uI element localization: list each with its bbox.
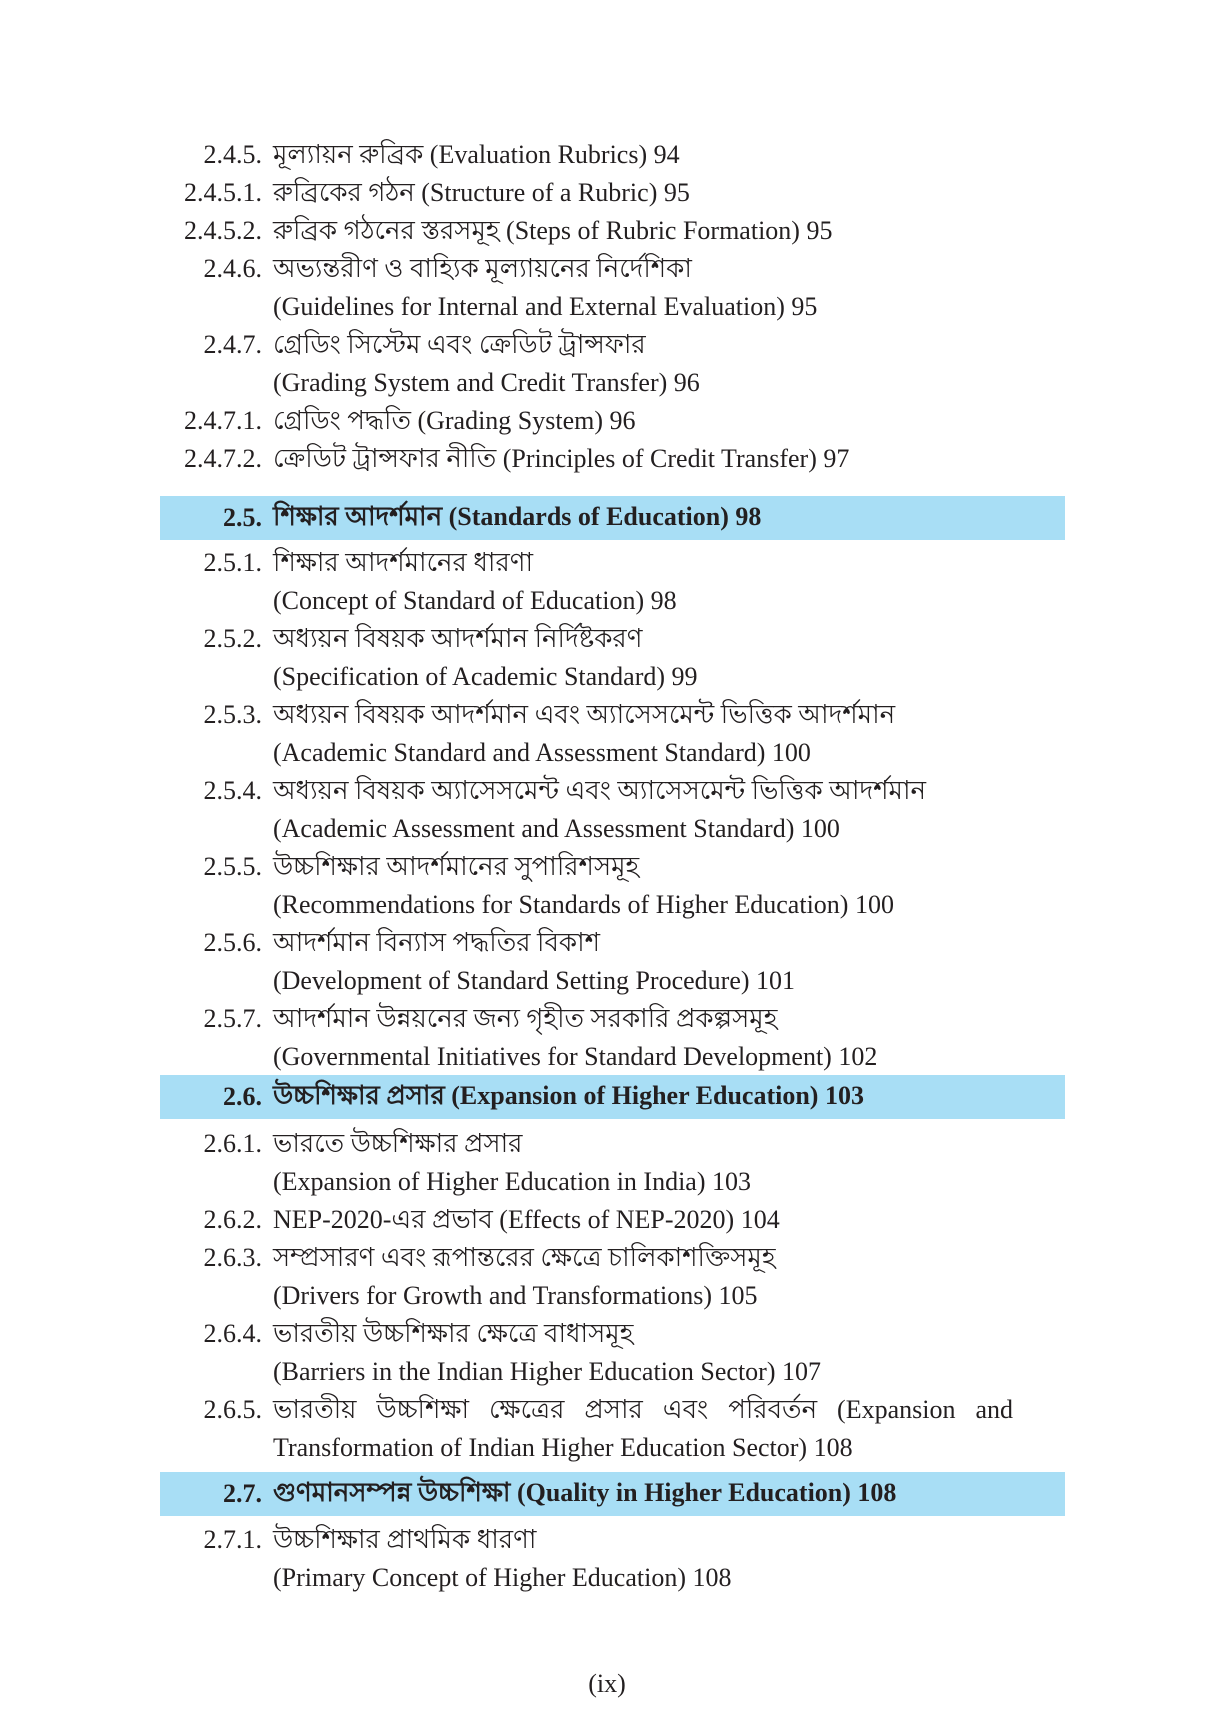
entry-number: 2.5.4. <box>203 776 262 805</box>
entry-line: অধ্যয়ন বিষয়ক আদর্শমান নির্দিষ্টকরণ <box>273 624 643 653</box>
entry-line: (Barriers in the Indian Higher Education Sector) 107 <box>273 1357 821 1386</box>
entry-number: 2.5.7. <box>203 1004 262 1033</box>
entry-text <box>273 1125 1065 1201</box>
toc-entry <box>160 924 1065 1000</box>
toc-entry <box>160 1000 1065 1076</box>
toc-entry <box>160 1521 1065 1597</box>
toc-entry <box>160 1125 1065 1201</box>
entry-line: উচ্চশিক্ষার প্রাথমিক ধারণা <box>273 1525 537 1554</box>
entry-text <box>273 440 1065 478</box>
entry-line: (Guidelines for Internal and External Evaluation) 95 <box>273 292 818 321</box>
entry-text <box>273 1391 1065 1467</box>
section-title: শিক্ষার আদর্শমান (Standards of Education) 98 <box>273 502 762 531</box>
toc-section-2-5 <box>160 496 1065 540</box>
section-number: 2.6. <box>223 1082 262 1111</box>
entry-line: আদর্শমান বিন্যাস পদ্ধতির বিকাশ <box>273 928 601 957</box>
entry-text <box>273 250 1065 326</box>
entry-number: 2.5.5. <box>203 852 262 881</box>
entry-number: 2.6.1. <box>203 1129 262 1158</box>
entry-line: আদর্শমান উন্নয়নের জন্য গৃহীত সরকারি প্রকল্পসমূহ <box>273 1004 778 1033</box>
page-number: (ix) <box>588 1669 626 1698</box>
toc-entry <box>160 696 1065 772</box>
entry-number: 2.4.7.2. <box>184 444 262 473</box>
entry-text <box>273 212 1065 250</box>
entry-number: 2.6.2. <box>203 1205 262 1234</box>
toc-section-2-7 <box>160 1472 1065 1516</box>
toc-section-2-6 <box>160 1075 1065 1119</box>
entry-text <box>273 136 1065 174</box>
toc-entry <box>160 1315 1065 1391</box>
toc-entry <box>160 326 1065 402</box>
section-number: 2.7. <box>223 1479 262 1508</box>
entry-number: 2.4.5.1. <box>184 178 262 207</box>
entry-line: সম্প্রসারণ এবং রূপান্তরের ক্ষেত্রে চালিকাশক্তিসমূহ <box>273 1243 776 1272</box>
toc-entry <box>160 212 1065 250</box>
entry-number: 2.4.5. <box>203 140 262 169</box>
entry-number: 2.5.6. <box>203 928 262 957</box>
entry-line: ভারতীয় উচ্চশিক্ষা ক্ষেত্রের প্রসার এবং পরিবর্তন (Expansion and <box>273 1395 1013 1424</box>
entry-line: ক্রেডিট ট্রান্সফার নীতি (Principles of Credit Transfer) 97 <box>273 444 850 473</box>
toc-entry <box>160 174 1065 212</box>
entry-line: (Expansion of Higher Education in India) 103 <box>273 1167 751 1196</box>
entry-line: (Primary Concept of Higher Education) 108 <box>273 1563 732 1592</box>
entry-line: (Academic Standard and Assessment Standard) 100 <box>273 738 811 767</box>
entry-number: 2.6.3. <box>203 1243 262 1272</box>
entry-line: মূল্যায়ন রুব্রিক (Evaluation Rubrics) 94 <box>273 140 680 169</box>
entry-line: (Recommendations for Standards of Higher Education) 100 <box>273 890 894 919</box>
entry-line: উচ্চশিক্ষার আদর্শমানের সুপারিশসমূহ <box>273 852 640 881</box>
entry-text <box>273 924 1065 1000</box>
toc-entry <box>160 772 1065 848</box>
entry-text <box>273 1315 1065 1391</box>
entry-line: (Development of Standard Setting Procedure) 101 <box>273 966 796 995</box>
entry-text <box>273 544 1065 620</box>
entry-line: (Grading System and Credit Transfer) 96 <box>273 368 700 397</box>
entry-number: 2.6.5. <box>203 1395 262 1424</box>
entry-line: শিক্ষার আদর্শমানের ধারণা <box>273 548 534 577</box>
entry-text <box>273 1201 1065 1239</box>
section-number: 2.5. <box>223 503 262 532</box>
entry-line: গ্রেডিং পদ্ধতি (Grading System) 96 <box>273 406 636 435</box>
entry-text <box>273 174 1065 212</box>
entry-text <box>273 772 1065 848</box>
toc-group-2-7 <box>160 1521 1065 1597</box>
entry-line: রুব্রিক গঠনের স্তরসমূহ (Steps of Rubric Formation) 95 <box>273 216 833 245</box>
entry-text <box>273 696 1065 772</box>
toc-entry <box>160 250 1065 326</box>
entry-number: 2.4.7. <box>203 330 262 359</box>
entry-line: (Specification of Academic Standard) 99 <box>273 662 698 691</box>
toc-entry <box>160 1239 1065 1315</box>
entry-line: ভারতীয় উচ্চশিক্ষার ক্ষেত্রে বাধাসমূহ <box>273 1319 634 1348</box>
entry-text <box>273 1000 1065 1076</box>
section-title: উচ্চশিক্ষার প্রসার (Expansion of Higher Education) 103 <box>273 1081 864 1110</box>
entry-number: 2.6.4. <box>203 1319 262 1348</box>
entry-text <box>273 326 1065 402</box>
entry-line: অভ্যন্তরীণ ও বাহ্যিক মূল্যায়নের নির্দেশিকা <box>273 254 692 283</box>
toc-entry <box>160 136 1065 174</box>
entry-text <box>273 848 1065 924</box>
entry-line: গ্রেডিং সিস্টেম এবং ক্রেডিট ট্রান্সফার <box>273 330 646 359</box>
entry-text <box>273 620 1065 696</box>
entry-text <box>273 1239 1065 1315</box>
entry-number: 2.4.6. <box>203 254 262 283</box>
entry-line: অধ্যয়ন বিষয়ক আদর্শমান এবং অ্যাসেসমেন্ট ভিত্তিক আদর্শমান <box>273 700 896 729</box>
entry-number: 2.7.1. <box>203 1525 262 1554</box>
entry-line: (Governmental Initiatives for Standard Development) 102 <box>273 1042 878 1071</box>
entry-number: 2.5.1. <box>203 548 262 577</box>
entry-line: (Drivers for Growth and Transformations) 105 <box>273 1281 758 1310</box>
toc-entry <box>160 1391 1065 1467</box>
entry-line: Transformation of Indian Higher Education Sector) 108 <box>273 1433 853 1462</box>
entry-line: (Academic Assessment and Assessment Standard) 100 <box>273 814 840 843</box>
entry-number: 2.5.3. <box>203 700 262 729</box>
toc-entry <box>160 402 1065 440</box>
entry-line: রুব্রিকের গঠন (Structure of a Rubric) 95 <box>273 178 690 207</box>
entry-line: NEP-2020-এর প্রভাব (Effects of NEP-2020) 104 <box>273 1205 780 1234</box>
entry-line: ভারতে উচ্চশিক্ষার প্রসার <box>273 1129 523 1158</box>
entry-text <box>273 1521 1065 1597</box>
entry-line: (Concept of Standard of Education) 98 <box>273 586 677 615</box>
toc-group-2-4 <box>160 136 1065 478</box>
entry-line: অধ্যয়ন বিষয়ক অ্যাসেসমেন্ট এবং অ্যাসেসমেন্ট ভিত্তিক আদর্শমান <box>273 776 927 805</box>
entry-number: 2.5.2. <box>203 624 262 653</box>
section-title: গুণমানসম্পন্ন উচ্চশিক্ষা (Quality in Higher Education) 108 <box>273 1478 897 1507</box>
toc-entry <box>160 848 1065 924</box>
toc-entry <box>160 544 1065 620</box>
entry-text <box>273 402 1065 440</box>
toc-entry <box>160 1201 1065 1239</box>
toc-group-2-5 <box>160 544 1065 1076</box>
entry-number: 2.4.7.1. <box>184 406 262 435</box>
entry-number: 2.4.5.2. <box>184 216 262 245</box>
toc-entry <box>160 620 1065 696</box>
toc-entry <box>160 440 1065 478</box>
toc-group-2-6 <box>160 1125 1065 1467</box>
